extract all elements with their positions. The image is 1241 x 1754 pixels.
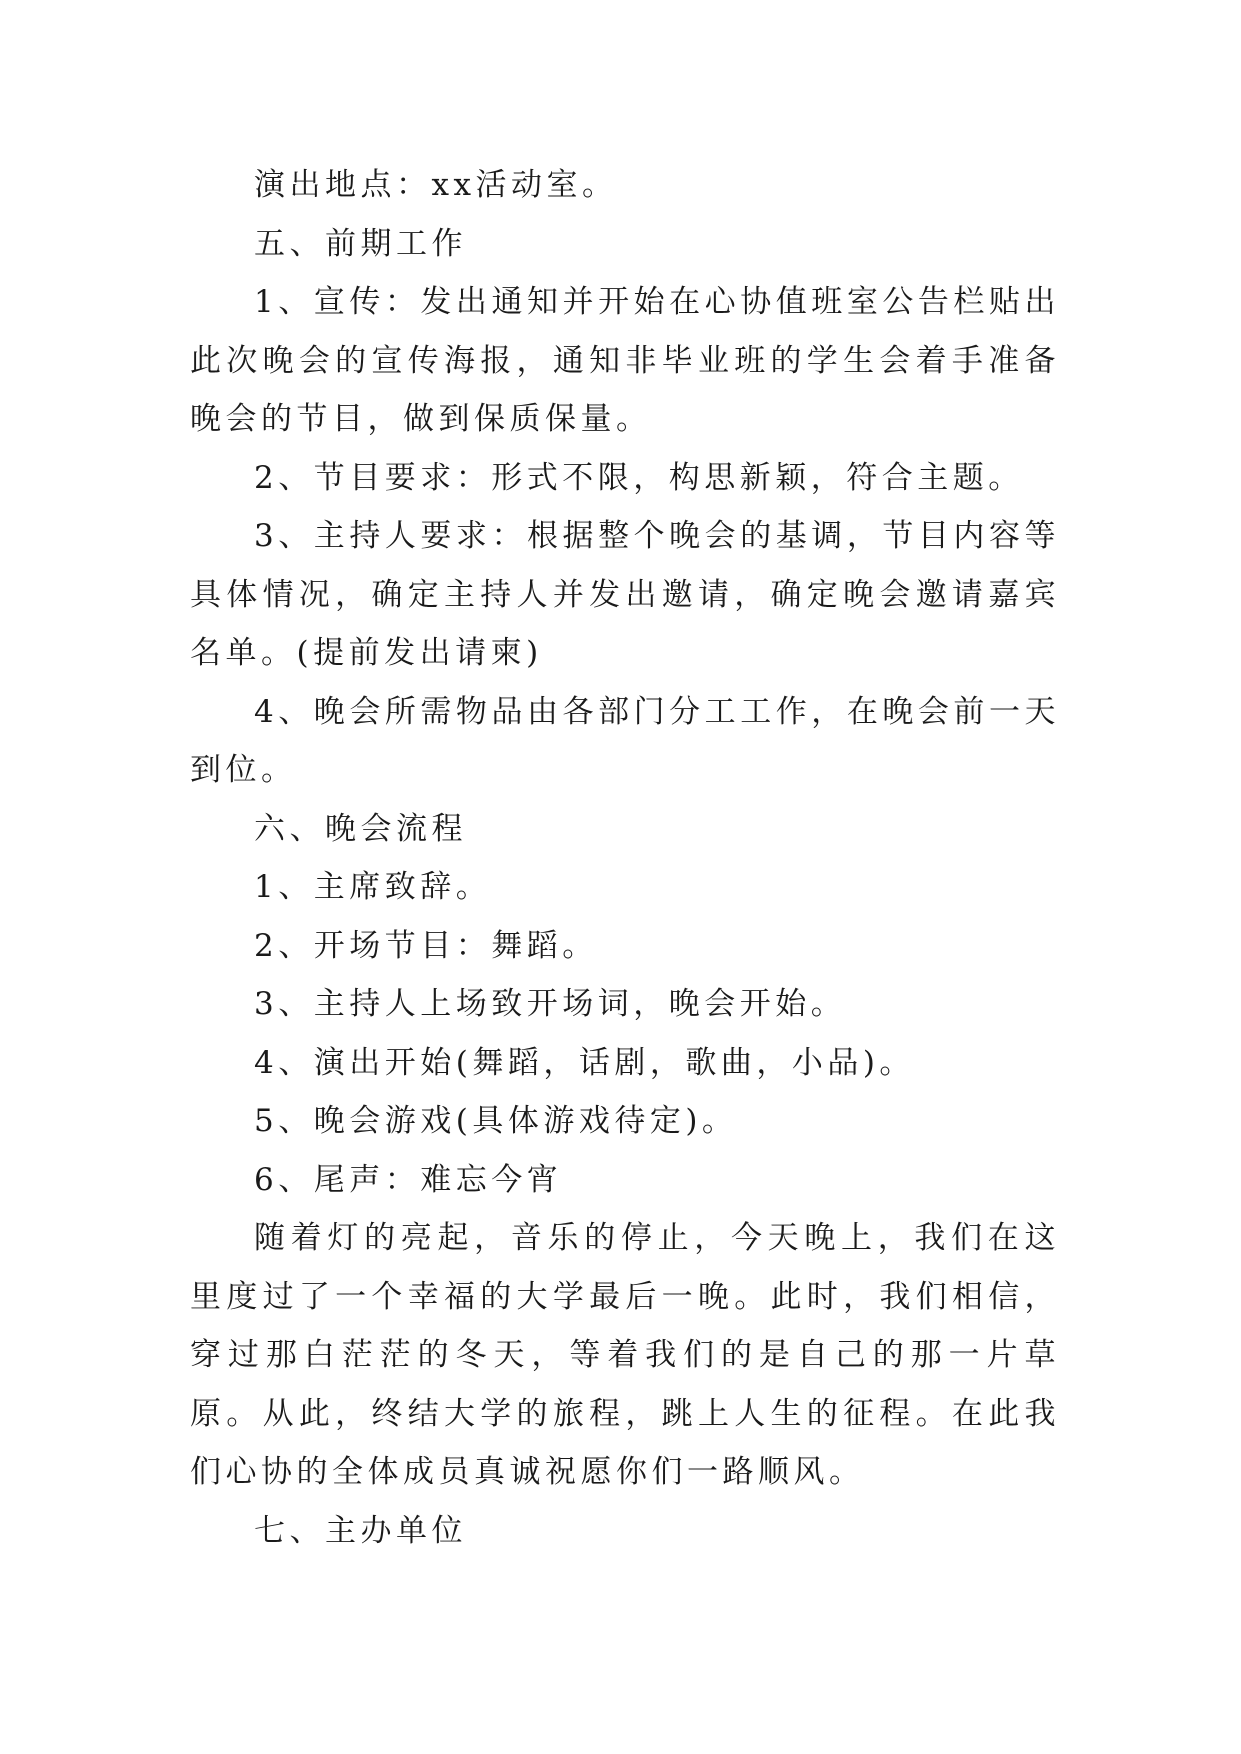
paragraph-venue: 演出地点：xx活动室。 bbox=[254, 167, 618, 203]
paragraph-publicity: 1、宣传：发出通知并开始在心协值班室公告栏贴出此次晚会的宣传海报，通知非毕业班的学生会着手准备晚会的节目，做到保质保量。 bbox=[190, 284, 1060, 437]
document-page bbox=[190, 156, 1060, 1560]
paragraph-closing: 随着灯的亮起，音乐的停止，今天晚上，我们在这里度过了一个幸福的大学最后一晚。此时，我们相信，穿过那白茫茫的冬天，等着我们的是自己的那一片草原。从此，终结大学的旅程，跳上人生的征程。在此我们心协的全体成员真诚祝愿你们一路顺风。 bbox=[190, 1220, 1060, 1490]
section-heading-organizer: 七、主办单位 bbox=[254, 1512, 467, 1549]
section-heading-procedure: 六、晚会流程 bbox=[254, 810, 467, 847]
list-item-speech: 1、主席致辞。 bbox=[254, 869, 492, 905]
paragraph-host-requirements: 3、主持人要求：根据整个晚会的基调，节目内容等具体情况，确定主持人并发出邀请，确定晚会邀请嘉宾名单。(提前发出请柬) bbox=[190, 518, 1060, 671]
section-heading-preparation: 五、前期工作 bbox=[254, 225, 467, 262]
list-item-finale: 6、尾声：难忘今宵 bbox=[254, 1161, 563, 1198]
paragraph-program-requirements: 2、节目要求：形式不限，构思新颖，符合主题。 bbox=[254, 459, 1024, 496]
list-item-host: 3、主持人上场致开场词，晚会开始。 bbox=[254, 986, 847, 1022]
paragraph-supplies: 4、晚会所需物品由各部门分工工作，在晚会前一天到位。 bbox=[190, 693, 1060, 788]
list-item-games: 5、晚会游戏(具体游戏待定)。 bbox=[254, 1103, 738, 1139]
list-item-opening: 2、开场节目：舞蹈。 bbox=[254, 927, 598, 964]
list-item-performance: 4、演出开始(舞蹈，话剧，歌曲，小品)。 bbox=[254, 1044, 915, 1081]
